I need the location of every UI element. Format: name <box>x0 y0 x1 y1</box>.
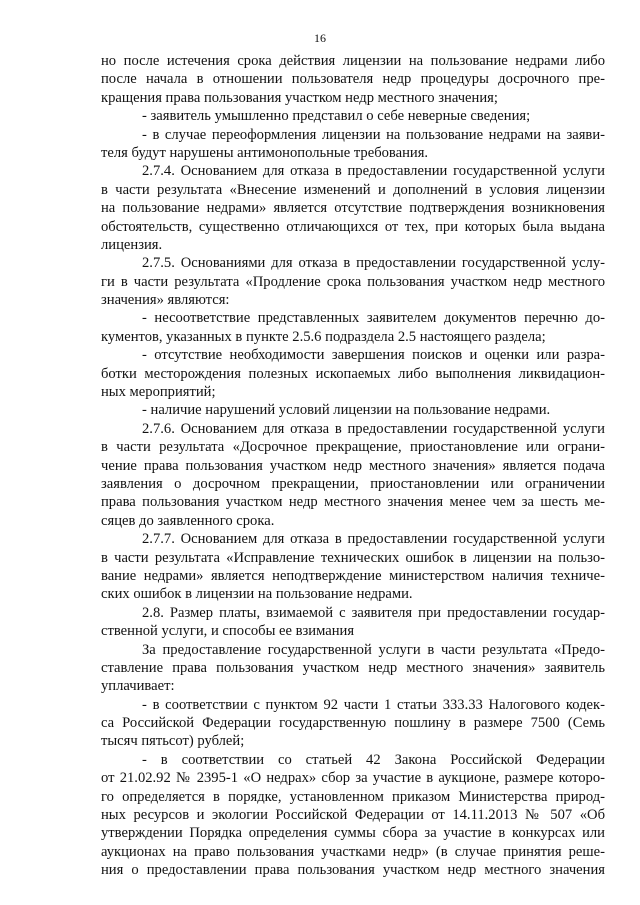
text-line: го определяется в порядке, установленном приказом Министерства природ- <box>101 788 605 805</box>
text-line: ставление права пользования участком недр местного значения» заявитель <box>101 659 605 676</box>
text-line: обстоятельств, существенно отличающихся от тех, при которых была выдана <box>101 218 605 235</box>
text-line: но после истечения срока действия лицензии на пользование недрами либо <box>101 53 605 69</box>
text-line: в части результата «Внесение изменений и дополнений в условия лицензии <box>101 181 605 198</box>
text-line: ги в части результата «Продление срока пользования участком недр местного <box>101 273 605 290</box>
text-line: ских ошибок в лицензии на пользование недрами. <box>101 586 413 603</box>
text-line: - несоответствие представленных заявителем документов перечню до- <box>142 310 605 327</box>
text-line: 2.7.5. Основаниями для отказа в предоставлении государственной услу- <box>142 255 605 272</box>
text-line: в части результата «Исправление технических ошибок в лицензии на пользо- <box>101 549 605 566</box>
text-line: ботки месторождения полезных ископаемых либо выполнения ликвидацион- <box>101 365 605 382</box>
text-line: права пользования участком недр местного значения менее чем за шесть ме- <box>101 494 605 511</box>
text-line: уплачивает: <box>101 678 175 695</box>
text-line: За предоставление государственной услуги в части результата «Предо- <box>142 641 605 658</box>
text-line: вание недрами» является неподтверждение министерством наличия техниче- <box>101 567 605 584</box>
text-line: са Российской Федерации государственную пошлину в размере 7500 (Семь <box>101 715 605 732</box>
document-body <box>101 52 605 880</box>
text-line: значения» являются: <box>101 292 230 309</box>
text-line: кументов, указанных в пункте 2.5.6 подраздела 2.5 настоящего раздела; <box>101 328 546 345</box>
text-line: после начала в отношении пользователя недр процедуры досрочного пре- <box>101 71 605 88</box>
text-line: сяцев до заявленного срока. <box>101 512 275 529</box>
text-line: ных ресурсов и экологии Российской Федерации от 14.11.2013 № 507 «Об <box>101 807 605 824</box>
text-line: от 21.02.92 № 2395-1 «О недрах» сбор за участие в аукционе, размере которо- <box>101 770 605 787</box>
text-line: - в соответствии с пунктом 92 части 1 статьи 333.33 Налогового кодек- <box>142 696 605 713</box>
text-line: 2.7.4. Основанием для отказа в предоставлении государственной услуги <box>142 163 605 180</box>
text-line: - заявитель умышленно представил о себе неверные сведения; <box>142 108 531 125</box>
text-line: утверждении Порядка определения суммы сбора за участие в конкурсах или <box>101 825 605 842</box>
text-line: теля будут нарушены антимонопольные требования. <box>101 144 429 161</box>
text-line: заявления о досрочном прекращении, приостановлении или ограничении <box>101 475 605 492</box>
page-number: 16 <box>314 31 326 45</box>
text-line: - в случае переоформления лицензии на пользование недрами на заяви- <box>142 126 605 143</box>
text-line: - отсутствие необходимости завершения поисков и оценки или разра- <box>142 347 605 364</box>
text-line: аукционах на право пользования участками недр» (в случае принятия реше- <box>101 843 605 860</box>
text-line: 2.7.7. Основанием для отказа в предоставлении государственной услуги <box>142 531 605 548</box>
text-line: тысяч пятьсот) рублей; <box>101 733 245 750</box>
text-line: на пользование недрами» является отсутствие подтверждения возникновения <box>101 200 605 217</box>
text-line: 2.8. Размер платы, взимаемой с заявителя при предоставлении государ- <box>142 604 605 621</box>
text-line: чение права пользования участком недр местного значения» является подача <box>101 457 605 474</box>
text-line: в части результата «Досрочное прекращение, приостановление или ограни- <box>101 439 605 456</box>
text-line: кращения права пользования участком недр местного значения; <box>101 89 498 106</box>
text-line: ственной услуги, и способы ее взимания <box>101 623 355 640</box>
text-line: ных мероприятий; <box>101 384 216 401</box>
text-line: лицензия. <box>101 236 163 253</box>
text-line: 2.7.6. Основанием для отказа в предоставлении государственной услуги <box>142 420 605 437</box>
text-line: ния о предоставлении права пользования участком недр местного значения <box>101 862 605 879</box>
text-line: - наличие нарушений условий лицензии на пользование недрами. <box>142 402 551 419</box>
text-line: - в соответствии со статьей 42 Закона Российской Федерации <box>142 751 605 768</box>
